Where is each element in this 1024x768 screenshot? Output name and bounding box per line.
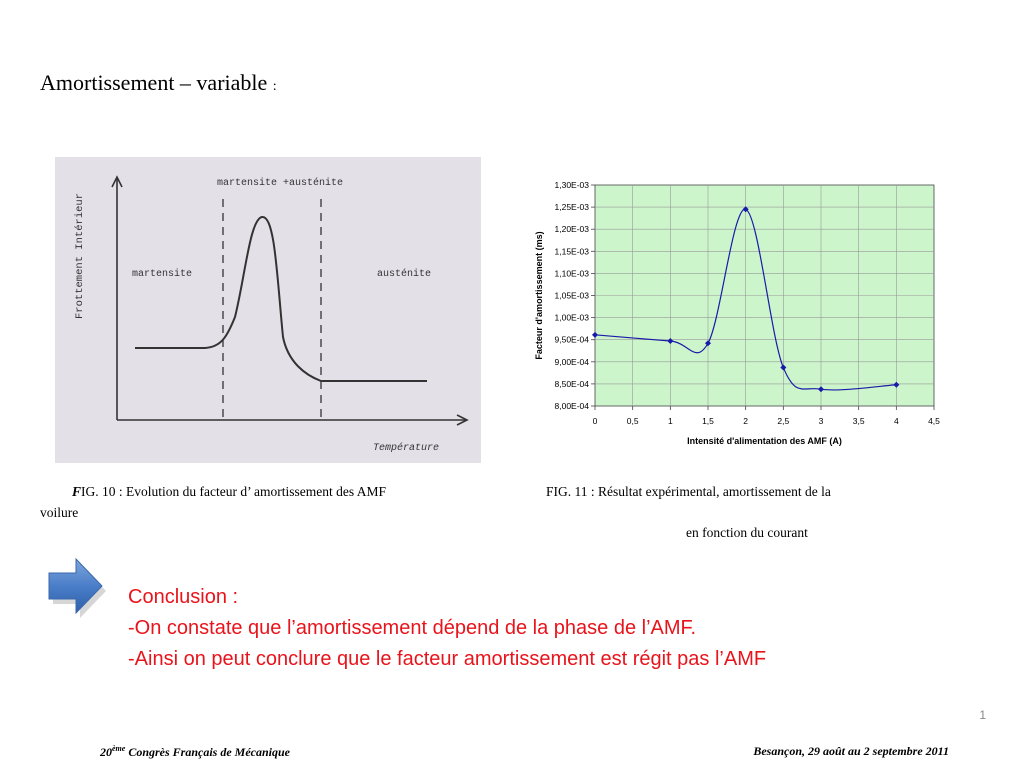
fig10-label-mixed: martensite +austénite — [217, 178, 344, 189]
caption-initial: F — [72, 484, 82, 499]
figure-10-schematic — [55, 157, 481, 463]
x-tick-label: 3,5 — [852, 416, 865, 426]
figure-10-caption — [72, 484, 386, 500]
x-tick-label: 2,5 — [777, 416, 790, 426]
fig10-label-martensite: martensite — [132, 269, 193, 280]
x-tick-label: 4,5 — [928, 416, 940, 426]
y-tick-label: 1,05E-03 — [554, 290, 589, 301]
figure-11-chart — [520, 170, 950, 460]
page-number: 1 — [979, 708, 986, 722]
chart-ylabel: Facteur d'amortissement (ms) — [534, 231, 544, 360]
y-tick-label: 9,00E-04 — [554, 356, 589, 367]
y-tick-label: 8,50E-04 — [554, 378, 589, 389]
y-tick-label: 1,10E-03 — [554, 268, 589, 279]
x-tick-label: 1,5 — [702, 416, 714, 426]
fig10-xlabel: Température — [373, 443, 440, 454]
x-tick-label: 3 — [818, 416, 824, 426]
footer-conference-name: Congrès Français de Mécanique — [125, 745, 291, 759]
x-tick-label: 0,5 — [626, 416, 639, 426]
figure-10-caption-line2: voilure — [40, 505, 79, 520]
slide-title — [40, 70, 277, 96]
caption-10-text: IG. 10 : Evolution du facteur d’ amortissement des AMF — [81, 484, 386, 499]
y-tick-label: 8,00E-04 — [554, 401, 589, 411]
conclusion-line-1: -On constate que l’amortissement dépend de la phase de l’AMF. — [128, 617, 697, 639]
figure-11-caption-line2: en fonction du courant — [686, 525, 808, 540]
figure-11-caption: FIG. 11 : Résultat expérimental, amortissement de la — [546, 484, 831, 499]
fig10-ylabel: Frottement Intérieur — [74, 192, 86, 319]
x-tick-label: 4 — [893, 416, 899, 426]
chart-svg — [520, 170, 950, 460]
x-tick-label: 1 — [667, 416, 673, 426]
chart-xlabel: Intensité d'alimentation des AMF (A) — [687, 436, 842, 446]
conclusion-heading: Conclusion : — [128, 586, 239, 608]
slide-title-text: Amortissement – variable — [40, 70, 268, 95]
footer-edition: 20 — [100, 745, 112, 759]
y-tick-label: 1,20E-03 — [554, 224, 589, 235]
slide-title-colon: : — [272, 79, 277, 94]
y-tick-label: 9,50E-04 — [554, 334, 589, 345]
fig10-label-austenite: austénite — [377, 269, 432, 280]
footer-location-date: Besançon, 29 août au 2 septembre 2011 — [753, 744, 949, 758]
fig10-curve — [135, 217, 427, 381]
y-tick-label: 1,15E-03 — [554, 246, 589, 257]
conclusion-line-2: -Ainsi on peut conclure que le facteur amortissement est régit pas l’AMF — [128, 648, 767, 670]
x-tick-label: 2 — [743, 416, 749, 426]
y-tick-label: 1,00E-03 — [554, 312, 589, 323]
footer-conference — [100, 744, 290, 760]
y-tick-label: 1,30E-03 — [554, 180, 589, 190]
right-arrow-icon — [46, 558, 108, 618]
x-tick-label: 0 — [592, 416, 598, 426]
y-tick-label: 1,25E-03 — [554, 202, 589, 213]
footer-edition-sup: ème — [112, 744, 126, 753]
